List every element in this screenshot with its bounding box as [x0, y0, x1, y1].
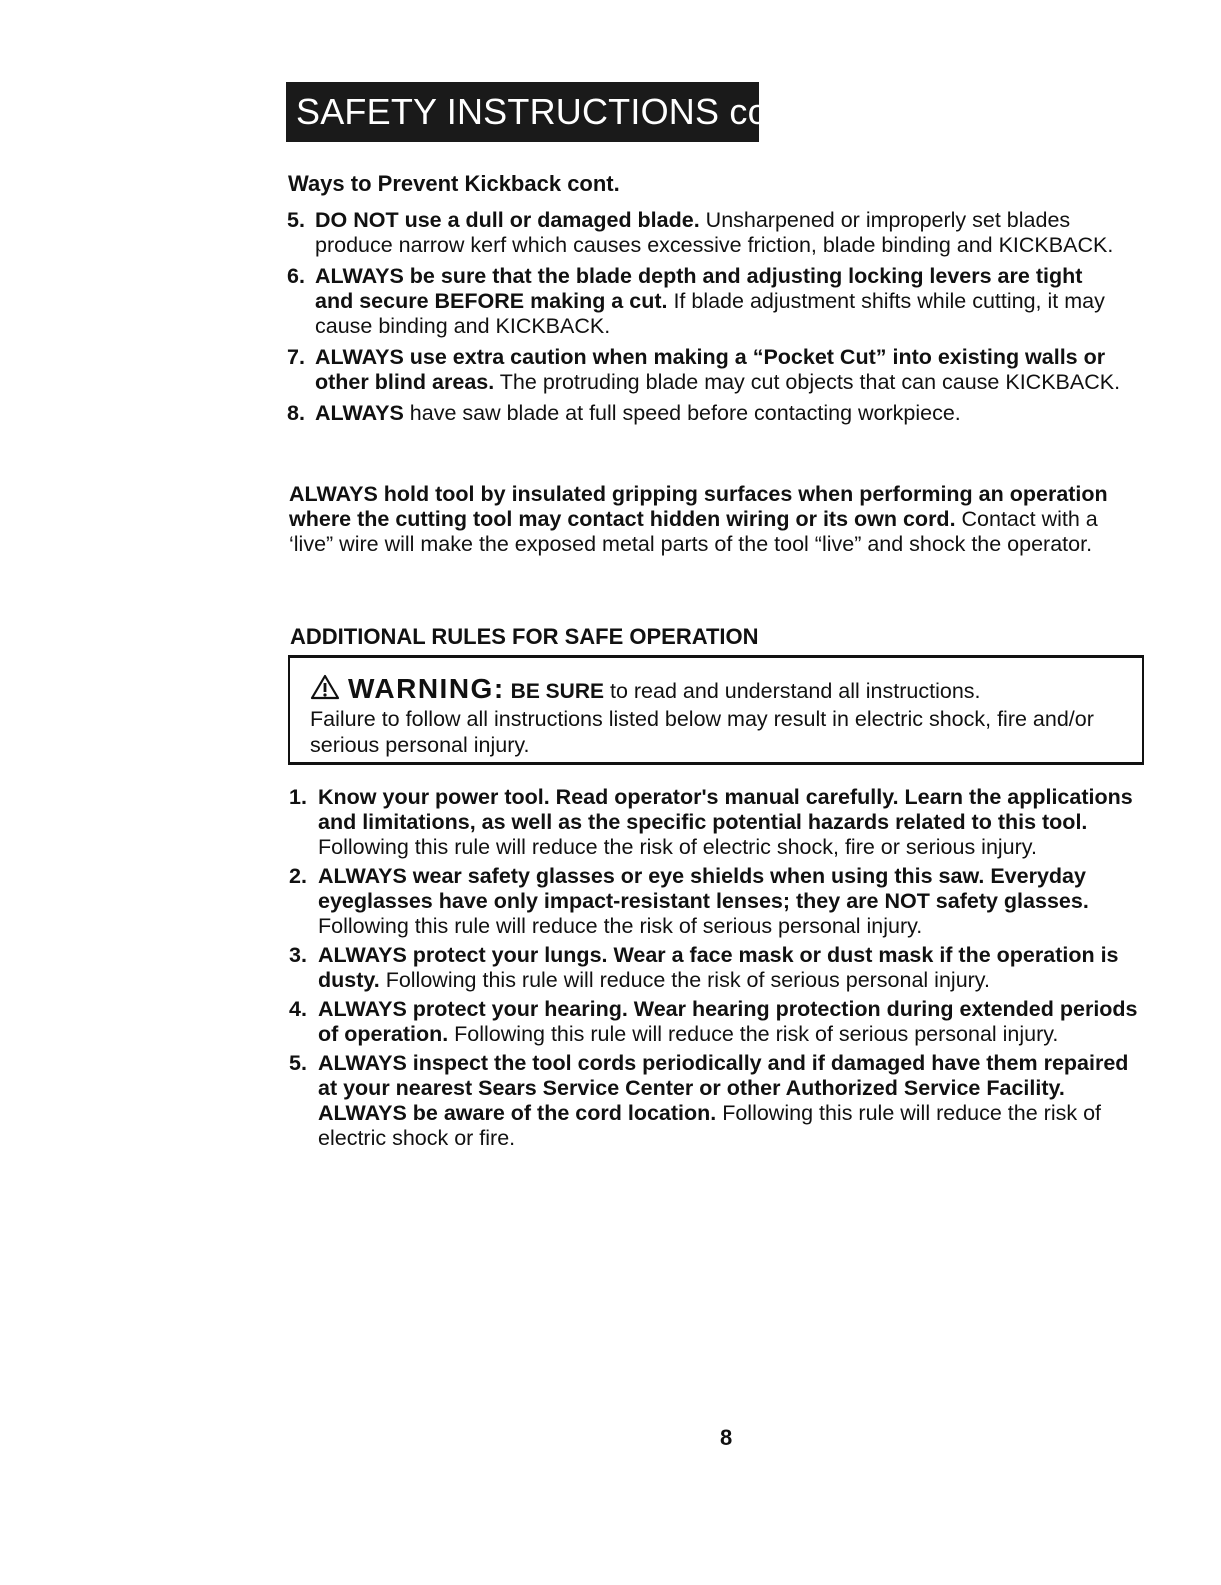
item-text: Following this rule will reduce the risk of serious personal injury. [448, 1022, 1059, 1046]
item-text: have saw blade at full speed before contacting workpiece. [403, 401, 961, 425]
item-bold-text: ALWAYS wear safety glasses or eye shields when using this saw. Everyday eyeglasses have only impact-resistant lenses; they are NOT safety glasses. [318, 864, 1089, 913]
item-text: The protruding blade may cut objects that can cause KICKBACK. [494, 370, 1121, 394]
list-item [289, 1051, 1149, 1151]
list-item [289, 943, 1149, 993]
warning-line1-text: to read and understand all instructions. [604, 679, 981, 703]
item-text: Following this rule will reduce the risk of electric shock, fire or serious injury. [318, 835, 1037, 859]
warning-text: Failure to follow all instructions listed below may result in electric shock, fire and/or serious personal injury. [310, 707, 1094, 757]
additional-rules-heading: ADDITIONAL RULES FOR SAFE OPERATION [290, 624, 759, 649]
item-text: Unsharpened or improperly set blades produce narrow kerf which causes excessive friction, blade binding and KICKBACK. [315, 208, 1114, 257]
item-text: Following this rule will reduce the risk of electric shock or fire. [318, 1101, 1101, 1150]
item-number: 5. [289, 1051, 307, 1075]
list-item [289, 864, 1149, 939]
kickback-subheading: Ways to Prevent Kickback cont. [288, 171, 620, 196]
list-item [289, 785, 1149, 860]
item-text: Following this rule will reduce the risk of serious personal injury. [318, 914, 923, 938]
list-item [287, 401, 1122, 426]
kickback-list [287, 208, 1122, 432]
paragraph-text: Contact with a ‘live” wire will make the exposed metal parts of the tool “live” and shock the operator. [289, 507, 1098, 556]
item-bold-text: ALWAYS protect your hearing. Wear hearing protection during extended periods of operation. [318, 997, 1138, 1046]
item-number: 8. [287, 401, 305, 425]
item-number: 6. [287, 264, 305, 288]
item-bold-text: ALWAYS use extra caution when making a “Pocket Cut” into existing walls or other blind areas. [315, 345, 1106, 394]
warning-box [288, 655, 1144, 765]
item-number: 2. [289, 864, 307, 888]
paragraph-bold-text: ALWAYS hold tool by insulated gripping surfaces when performing an operation where the cutting tool may contact hidden wiring or its own cord. [289, 482, 1108, 531]
list-item [287, 345, 1122, 395]
item-number: 3. [289, 943, 307, 967]
item-number: 1. [289, 785, 307, 809]
list-item [289, 997, 1149, 1047]
list-item [287, 264, 1122, 339]
item-bold-text: ALWAYS [315, 401, 404, 425]
item-bold-text: ALWAYS protect your lungs. Wear a face mask or dust mask if the operation is dusty. [318, 943, 1119, 992]
insulated-grip-paragraph [289, 482, 1124, 557]
item-bold-text: DO NOT use a dull or damaged blade. [315, 208, 700, 232]
item-bold-text: ALWAYS be sure that the blade depth and adjusting locking levers are tight and secure BEFORE making a cut. [315, 264, 1083, 313]
additional-rules-list [289, 785, 1149, 1155]
item-number: 5. [287, 208, 305, 232]
section-banner: SAFETY INSTRUCTIONS cont. [286, 82, 759, 142]
warning-be-sure: BE SURE [510, 680, 605, 703]
list-item [287, 208, 1122, 258]
item-text: Following this rule will reduce the risk of serious personal injury. [379, 968, 990, 992]
warning-triangle-icon [310, 674, 340, 706]
warning-first-line [310, 674, 1132, 706]
item-bold-text: Know your power tool. Read operator's manual carefully. Learn the applications and limitations, as well as the specific potential hazards related to this tool. [318, 785, 1133, 834]
warning-label: WARNING: [348, 673, 505, 704]
item-bold-text: ALWAYS inspect the tool cords periodically and if damaged have them repaired at your nearest Sears Service Center or other Authorized Service Facility. ALWAYS be aware of the cord location. [318, 1051, 1129, 1125]
item-number: 4. [289, 997, 307, 1021]
page-number: 8 [720, 1425, 733, 1450]
item-text: If blade adjustment shifts while cutting, it may cause binding and KICKBACK. [315, 289, 1105, 338]
item-number: 7. [287, 345, 305, 369]
